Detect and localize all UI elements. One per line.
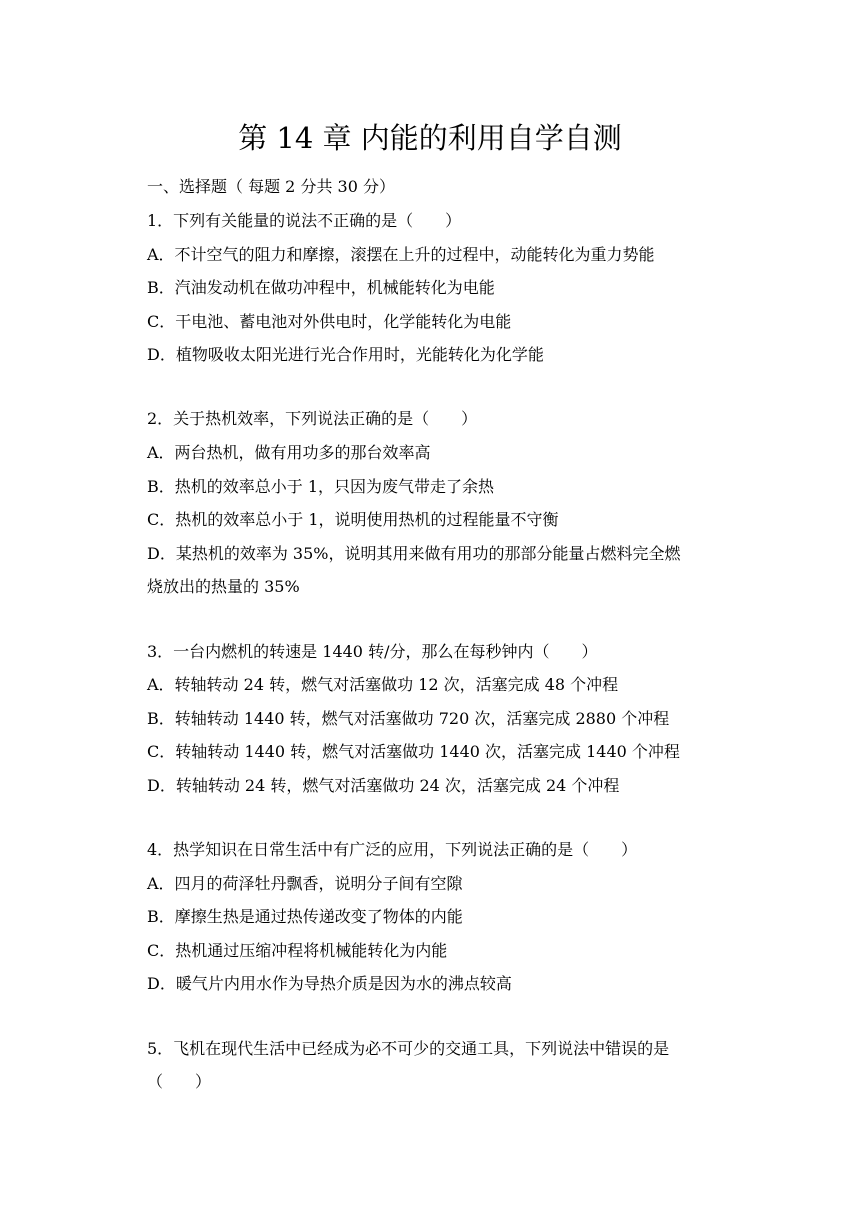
- question-4-option-b: B．摩擦生热是通过热传递改变了物体的内能: [147, 907, 463, 926]
- question-1-option-c: C．干电池、蓄电池对外供电时，化学能转化为电能: [147, 312, 512, 331]
- section-heading: 一、选择题（ 每题 2 分共 30 分）: [147, 177, 395, 196]
- question-3-stem: 3．一台内燃机的转速是 1440 转/分，那么在每秒钟内（ ）: [147, 642, 598, 661]
- question-3-option-a: A．转轴转动 24 转，燃气对活塞做功 12 次，活塞完成 48 个冲程: [147, 675, 619, 694]
- question-2-stem: 2．关于热机效率，下列说法正确的是（ ）: [147, 409, 478, 428]
- question-2-option-a: A．两台热机，做有用功多的那台效率高: [147, 443, 431, 462]
- question-1-option-b: B．汽油发动机在做功冲程中，机械能转化为电能: [147, 278, 495, 297]
- question-2-option-b: B．热机的效率总小于 1，只因为废气带走了余热: [147, 477, 495, 496]
- question-2-option-d: D．某热机的效率为 35%，说明其用来做有用功的那部分能量占燃料完全燃: [147, 544, 681, 563]
- question-5-stem: 5．飞机在现代生活中已经成为必不可少的交通工具，下列说法中错误的是: [147, 1039, 670, 1058]
- question-3-option-d: D．转轴转动 24 转，燃气对活塞做功 24 次，活塞完成 24 个冲程: [147, 776, 620, 795]
- question-4-option-a: A．四月的荷泽牡丹飘香，说明分子间有空隙: [147, 874, 463, 893]
- question-3-option-b: B．转轴转动 1440 转，燃气对活塞做功 720 次，活塞完成 2880 个冲程: [147, 709, 670, 728]
- document-title: 第 14 章 内能的利用自学自测: [238, 121, 622, 155]
- question-4-option-d: D．暖气片内用水作为导热介质是因为水的沸点较高: [147, 974, 512, 993]
- question-2-option-c: C．热机的效率总小于 1，说明使用热机的过程能量不守衡: [147, 510, 559, 529]
- question-3-option-c: C．转轴转动 1440 转，燃气对活塞做功 1440 次，活塞完成 1440 个冲程: [147, 742, 680, 761]
- question-4-stem: 4．热学知识在日常生活中有广泛的应用，下列说法正确的是（ ）: [147, 840, 638, 859]
- question-1-stem: 1．下列有关能量的说法不正确的是（ ）: [147, 211, 462, 230]
- question-5-answer-brackets: （ ）: [147, 1072, 212, 1091]
- question-4-option-c: C．热机通过压缩冲程将机械能转化为内能: [147, 941, 448, 960]
- question-1-option-d: D．植物吸收太阳光进行光合作用时，光能转化为化学能: [147, 345, 544, 364]
- question-1-option-a: A．不计空气的阻力和摩擦，滚摆在上升的过程中，动能转化为重力势能: [147, 245, 655, 264]
- question-2-option-d-continued: 烧放出的热量的 35%: [147, 577, 300, 596]
